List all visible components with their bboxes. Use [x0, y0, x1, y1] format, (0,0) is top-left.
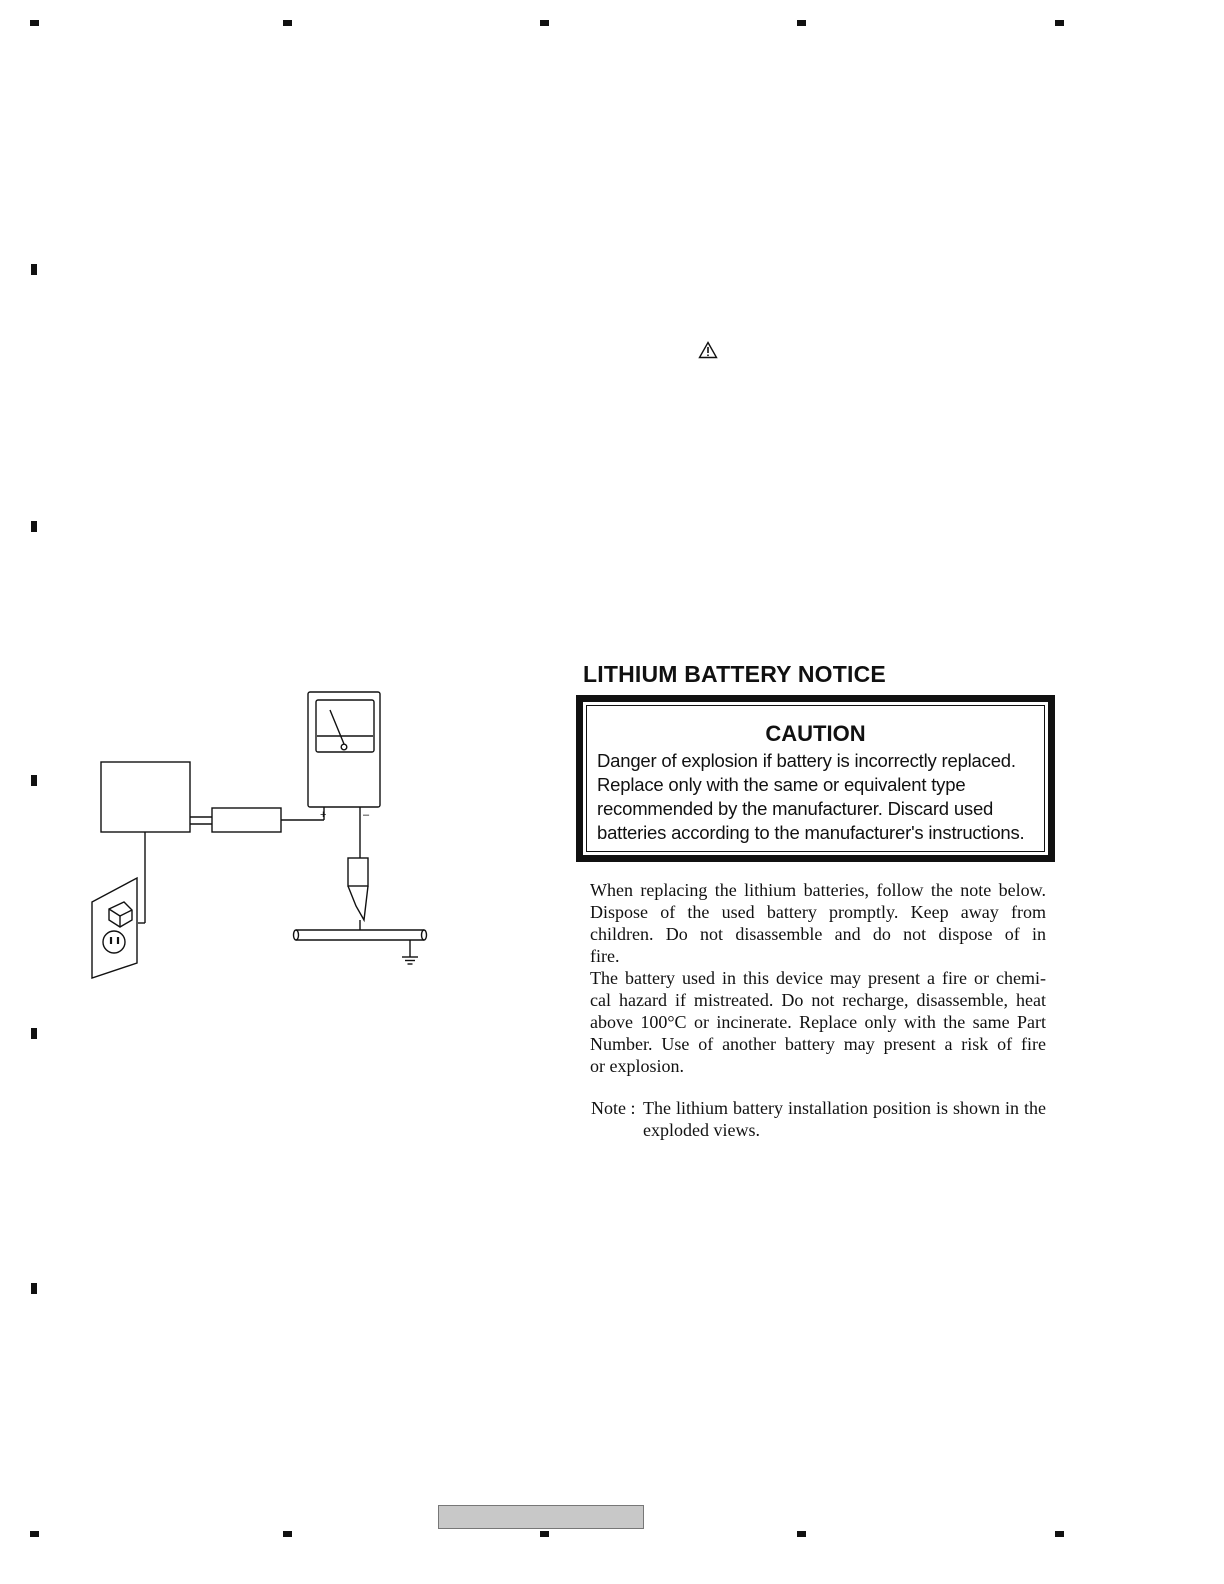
body-text-line: The battery used in this device may present a fire or chemi- [590, 968, 1046, 988]
registration-mark [540, 20, 549, 26]
wall-outlet [92, 878, 137, 978]
registration-mark [31, 775, 37, 786]
caution-box [576, 695, 1055, 862]
registration-mark [31, 1283, 37, 1294]
body-text-line: Dispose of the used battery promptly. Keep away from [590, 902, 1046, 922]
body-text-line: children. Do not disassemble and do not dispose of in [590, 924, 1046, 944]
resistor-box [212, 808, 281, 832]
body-text-line: Number. Use of another battery may present a risk of fire [590, 1034, 1046, 1054]
leakage-current-diagram [80, 680, 440, 990]
meter-needle [330, 710, 344, 744]
registration-mark [283, 20, 292, 26]
registration-mark [30, 1531, 39, 1537]
caution-heading: CAUTION [765, 721, 866, 746]
body-text-line: or explosion. [590, 1056, 684, 1076]
body-text-line: above 100°C or incinerate. Replace only with the same Part [590, 1012, 1046, 1032]
registration-mark [797, 20, 806, 26]
caution-inner-frame [586, 705, 1045, 852]
caution-line: batteries according to the manufacturer's instructions. [597, 822, 1025, 843]
body-text-line: When replacing the lithium batteries, follow the note below. [590, 880, 1046, 900]
registration-mark [540, 1531, 549, 1537]
registration-mark [1055, 1531, 1064, 1537]
registration-mark [31, 1028, 37, 1039]
probe-handle [348, 858, 368, 886]
registration-mark [30, 20, 39, 26]
caution-line: Danger of explosion if battery is incorrectly replaced. [597, 750, 1016, 771]
lithium-notice-title: LITHIUM BATTERY NOTICE [583, 661, 886, 687]
body-text-line: cal hazard if mistreated. Do not recharge, disassemble, heat [590, 990, 1046, 1010]
registration-mark [797, 1531, 806, 1537]
device-box [101, 762, 190, 832]
registration-mark [31, 264, 37, 275]
meter-plus-label: + [320, 809, 327, 821]
caution-line: recommended by the manufacturer. Discard used [597, 798, 994, 819]
note-label: Note : [591, 1098, 636, 1118]
registration-mark [1055, 20, 1064, 26]
footer-page-bar [438, 1505, 644, 1529]
body-text-line: fire. [590, 946, 620, 966]
registration-mark [31, 521, 37, 532]
caution-line: Replace only with the same or equivalent type [597, 774, 966, 795]
meter-minus-label: – [363, 809, 370, 821]
note-text: The lithium battery installation position is shown in the exploded views. [643, 1098, 1046, 1140]
warning-triangle-icon [698, 341, 718, 359]
registration-mark [283, 1531, 292, 1537]
